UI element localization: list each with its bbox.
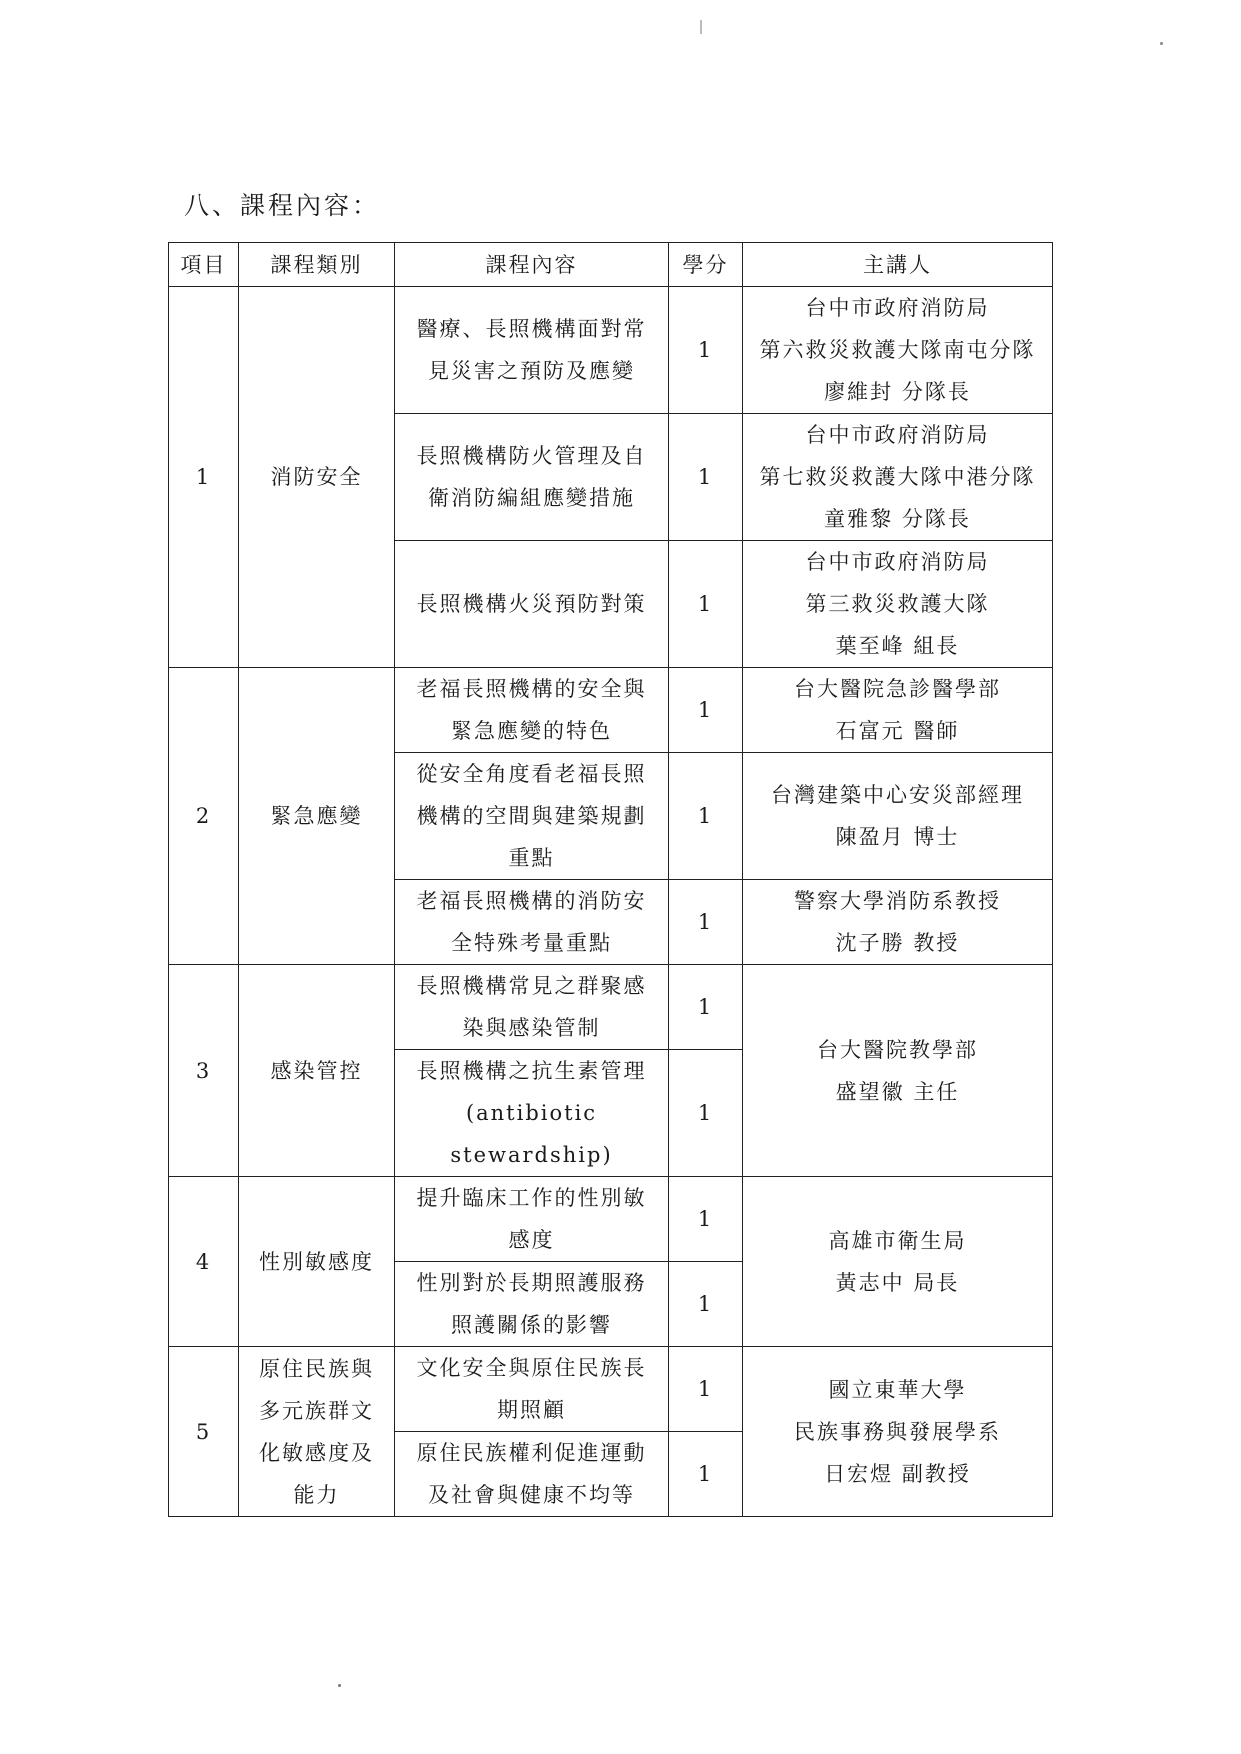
course-speaker: 警察大學消防系教授 沈子勝 教授 [743,880,1053,965]
course-speaker: 高雄市衛生局 黃志中 局長 [743,1177,1053,1347]
course-content: 文化安全與原住民族長 期照顧 [395,1347,669,1432]
course-credit: 1 [669,753,743,880]
course-category: 緊急應變 [239,668,395,965]
course-credit: 1 [669,1262,743,1347]
course-content: 老福長照機構的安全與 緊急應變的特色 [395,668,669,753]
section-heading: 八、課程內容： [184,191,381,220]
course-content: 醫療、長照機構面對常 見災害之預防及應變 [395,287,669,414]
item-number: 3 [169,965,239,1177]
item-number: 4 [169,1177,239,1347]
course-category: 性別敏感度 [239,1177,395,1347]
header-credit: 學分 [669,243,743,287]
course-content: 長照機構防火管理及自 衛消防編組應變措施 [395,414,669,541]
course-speaker: 台灣建築中心安災部經理 陳盈月 博士 [743,753,1053,880]
course-credit: 1 [669,287,743,414]
course-credit: 1 [669,965,743,1050]
header-item: 項目 [169,243,239,287]
item-number: 5 [169,1347,239,1517]
course-content: 提升臨床工作的性別敏 感度 [395,1177,669,1262]
item-number: 2 [169,668,239,965]
table-row [169,1347,1053,1432]
course-content: 老福長照機構的消防安 全特殊考量重點 [395,880,669,965]
course-credit: 1 [669,880,743,965]
course-table [168,242,1053,1517]
course-content: 長照機構常見之群聚感 染與感染管制 [395,965,669,1050]
course-speaker: 台中市政府消防局 第七救災救護大隊中港分隊 童雅黎 分隊長 [743,414,1053,541]
course-content: 從安全角度看老福長照 機構的空間與建築規劃 重點 [395,753,669,880]
course-content: 長照機構火災預防對策 [395,541,669,668]
scan-speck [1160,42,1163,45]
table-row [169,1177,1053,1262]
course-category: 消防安全 [239,287,395,668]
course-content: 原住民族權利促進運動 及社會與健康不均等 [395,1432,669,1517]
course-category: 感染管控 [239,965,395,1177]
course-credit: 1 [669,668,743,753]
course-credit: 1 [669,1432,743,1517]
course-content: 性別對於長期照護服務 照護關係的影響 [395,1262,669,1347]
table-row [169,668,1053,753]
course-credit: 1 [669,1177,743,1262]
course-category: 原住民族與 多元族群文 化敏感度及 能力 [239,1347,395,1517]
header-category: 課程類別 [239,243,395,287]
table-row [169,287,1053,414]
header-speaker: 主講人 [743,243,1053,287]
course-credit: 1 [669,414,743,541]
course-speaker: 台中市政府消防局 第六救災救護大隊南屯分隊 廖維封 分隊長 [743,287,1053,414]
scan-speck [338,1684,341,1687]
course-speaker: 台大醫院教學部 盛望徽 主任 [743,965,1053,1177]
course-speaker: 台中市政府消防局 第三救災救護大隊 葉至峰 組長 [743,541,1053,668]
course-credit: 1 [669,541,743,668]
course-content: 長照機構之抗生素管理 (antibiotic stewardship) [395,1050,669,1177]
scan-mark [700,20,702,34]
header-content: 課程內容 [395,243,669,287]
course-speaker: 台大醫院急診醫學部 石富元 醫師 [743,668,1053,753]
item-number: 1 [169,287,239,668]
table-row [169,965,1053,1050]
course-credit: 1 [669,1050,743,1177]
table-header-row [169,243,1053,287]
course-credit: 1 [669,1347,743,1432]
course-speaker: 國立東華大學 民族事務與發展學系 日宏煜 副教授 [743,1347,1053,1517]
